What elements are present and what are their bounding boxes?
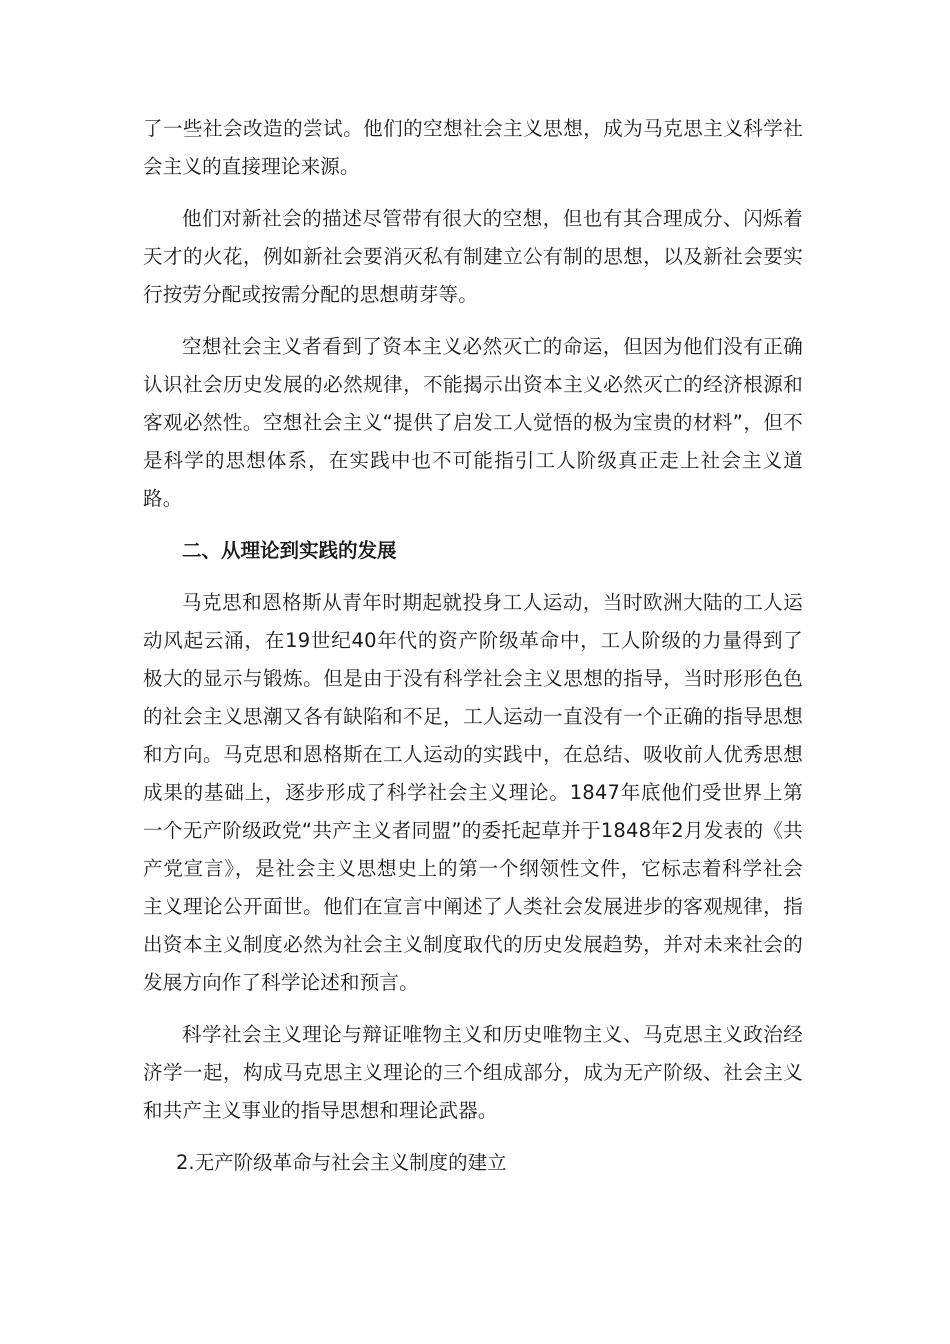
- sub-heading: 2.无产阶级革命与社会主义制度的建立: [176, 1151, 507, 1174]
- paragraph-three-components: 科学社会主义理论与辩证唯物主义和历史唯物主义、马克思主义政治经济学一起，构成马克思主义理论的三个组成部分，成为无产阶级、社会主义和共产主义事业的指导思想和理论武器。: [143, 1023, 803, 1122]
- section-heading: 二、从理论到实践的发展: [182, 539, 397, 562]
- paragraph-utopian-merits: 他们对新社会的描述尽管带有很大的空想，但也有其合理成分、闪烁着天才的火花，例如新社会要消灭私有制建立公有制的思想，以及新社会要实行按劳分配或按需分配的思想萌芽等。: [143, 207, 803, 306]
- paragraph-continuation: 了一些社会改造的尝试。他们的空想社会主义思想，成为马克思主义科学社会主义的直接理论来源。: [143, 117, 803, 178]
- paragraph-marx-engels: 马克思和恩格斯从青年时期起就投身工人运动，当时欧洲大陆的工人运动风起云涌，在19世纪40年代的资产阶级革命中，工人阶级的力量得到了极大的显示与锻炼。但是由于没有科学社会主义思想的指导，当时形形色色的社会主义思潮又各有缺陷和不足，工人运动一直没有一个正确的指导思想和方向。马克思和恩格斯在工人运动的实践中，在总结、吸收前人优秀思想成果的基础上，逐步形成了科学社会主义理论。1847年底他们受世界上第一个无产阶级政党“共产主义者同盟”的委托起草并于1848年2月发表的《共产党宣言》，是社会主义思想史上的第一个纲领性文件，它标志着科学社会主义理论公开面世。他们在宣言中阐述了人类社会发展进步的客观规律，指出资本主义制度必然为社会主义制度取代的历史发展趋势，并对未来社会的发展方向作了科学论述和预言。: [143, 591, 803, 994]
- paragraph-utopian-limits: 空想社会主义者看到了资本主义必然灭亡的命运，但因为他们没有正确认识社会历史发展的必然规律，不能揭示出资本主义必然灭亡的经济根源和客观必然性。空想社会主义“提供了启发工人觉悟的极为宝贵的材料”，但不是科学的思想体系，在实践中也不可能指引工人阶级真正走上社会主义道路。: [143, 335, 803, 510]
- document-body: [143, 110, 803, 1182]
